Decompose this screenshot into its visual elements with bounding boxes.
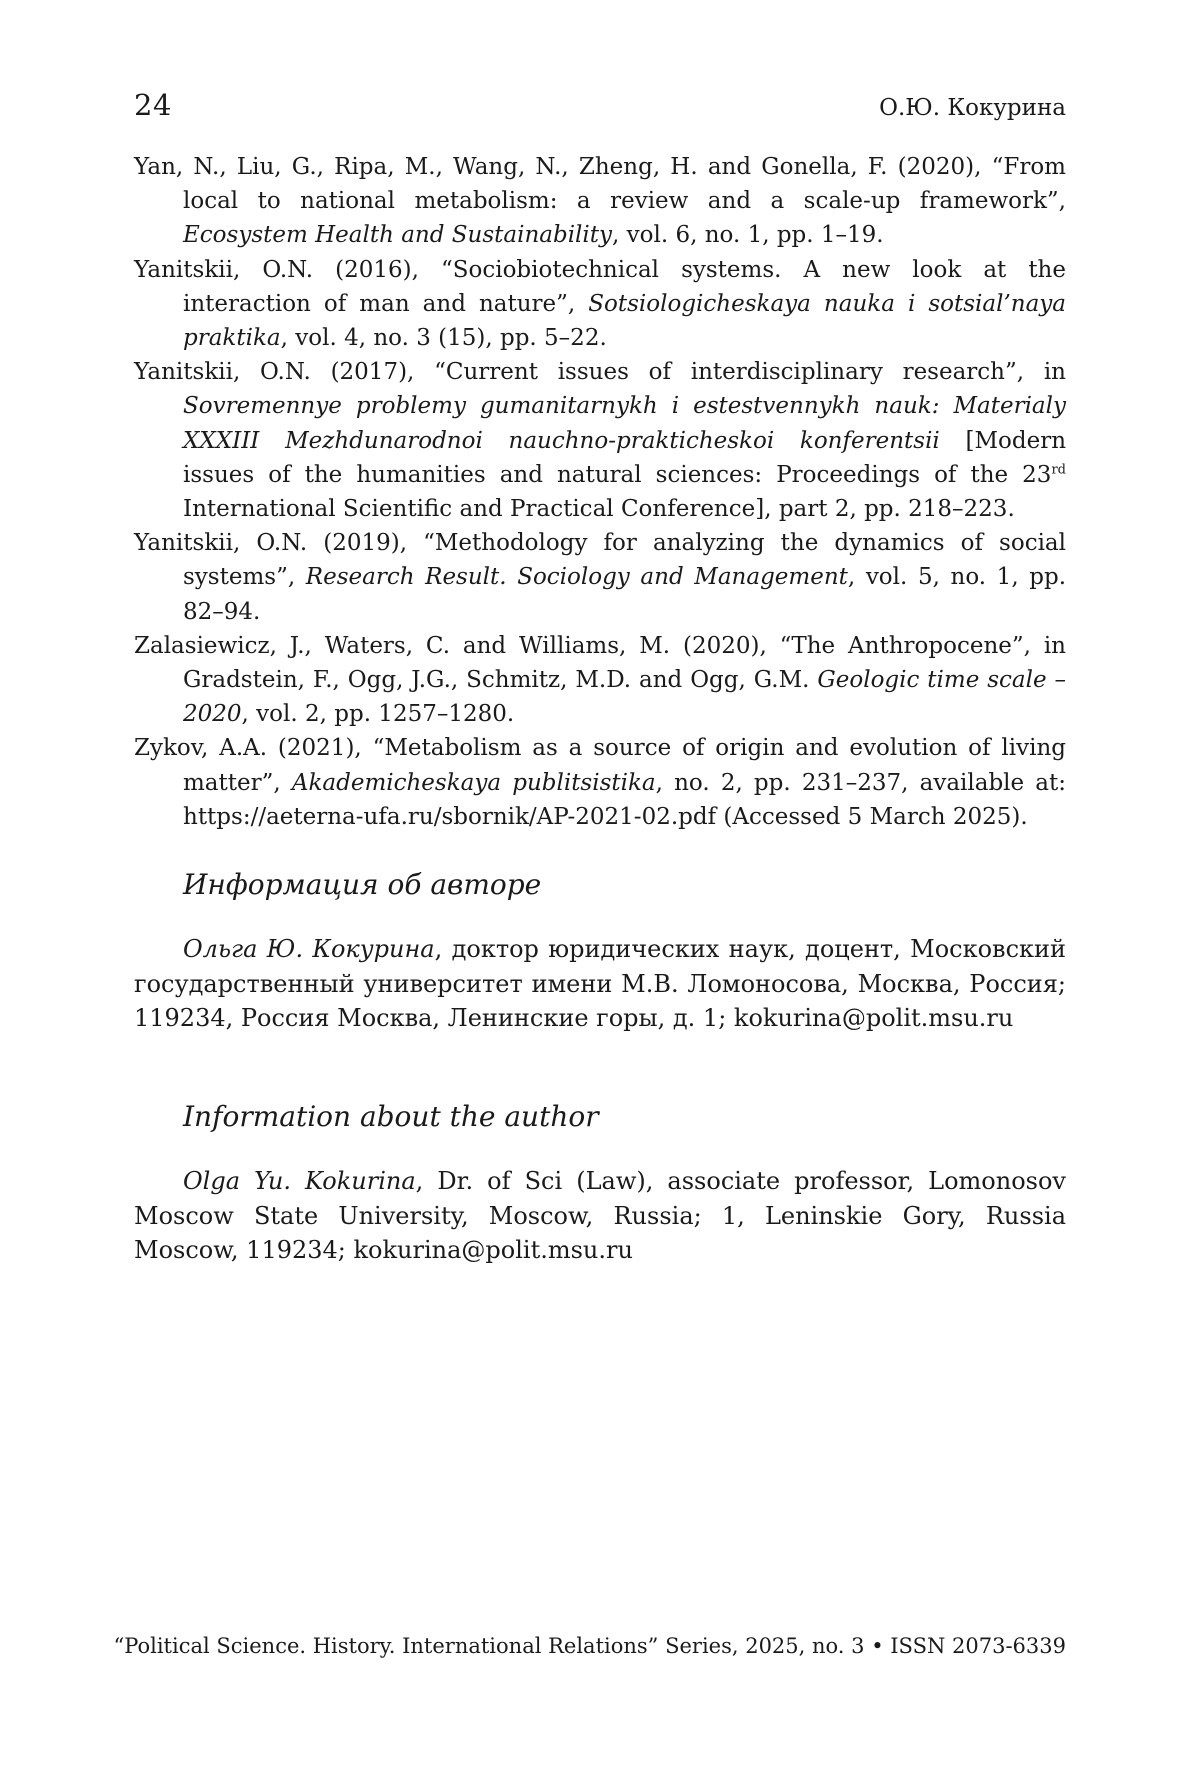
reference-details: , vol. 6, no. 1, pp. 1–19.	[612, 222, 884, 248]
reference-item	[134, 253, 1066, 356]
reference-source: Research Result. Sociology and Management	[306, 564, 848, 590]
author-name-ru: Ольга Ю. Кокурина	[183, 935, 435, 963]
reference-item	[134, 731, 1066, 834]
reference-details: [Modern issues of the humanities and natural sciences: Proceedings of the 23	[183, 428, 1066, 488]
journal-page	[0, 0, 1200, 1780]
reference-source: Ecosystem Health and Sustainability	[183, 222, 612, 248]
author-info-heading-en: Information about the author	[183, 1100, 1063, 1133]
reference-source: Geologic time scale – 2020	[183, 667, 1066, 727]
reference-source: Akademicheskaya publitsistika	[292, 770, 656, 796]
author-info-heading-ru: Информация об авторе	[183, 868, 1063, 901]
author-info-en	[134, 1164, 1066, 1268]
reference-text: Zalasiewicz, J., Waters, C. and Williams, M. (2020), “The Anthropocene”, in Grad­stein, F., Ogg, J.G., Schmitz, M.D. and Ogg, G.M.	[134, 633, 1066, 693]
author-details-ru: , доктор юридических наук, доцент, Московский государственный университет имени М.В. Ломоносова, Москва, Россия; 119234, Россия Москва, Ленинские горы, д. 1; kokurina@polit.msu.ru	[134, 935, 1066, 1032]
reference-details: , vol. 4, no. 3 (15), pp. 5–22.	[281, 325, 607, 351]
journal-footer: “Political Science. History. International Relations” Series, 2025, no. 3 • ISSN 2073-6339	[113, 1634, 1066, 1658]
running-head	[134, 88, 1066, 128]
reference-details: , vol. 5, no. 1, pp. 82–94.	[183, 564, 1066, 624]
reference-text: Zykov, A.A. (2021), “Metabolism as a source of origin and evolution of living matter”,	[134, 735, 1066, 795]
reference-text: Yanitskii, O.N. (2017), “Current issues of interdisciplinary research”, in	[134, 359, 1066, 385]
running-author: О.Ю. Кокурина	[879, 95, 1066, 121]
author-info-ru	[134, 932, 1066, 1036]
reference-item	[134, 526, 1066, 629]
ordinal-superscript: rd	[1051, 462, 1066, 477]
page-number: 24	[134, 88, 172, 122]
author-name-en: Olga Yu. Kokurina	[183, 1167, 416, 1195]
reference-text: Yan, N., Liu, G., Ripa, M., Wang, N., Zheng, H. and Gonella, F. (2020), “From local to national metabolism: a review and a scale-up framework”,	[134, 154, 1066, 214]
reference-source: Sotsiologicheskaya nauka i sotsial’naya praktika	[183, 291, 1066, 351]
reference-text: Yanitskii, O.N. (2016), “Sociobiotechnical systems. A new look at the interaction of man and nature”,	[134, 257, 1066, 317]
reference-item	[134, 629, 1066, 732]
reference-details: , vol. 2, pp. 1257–1280.	[242, 701, 515, 727]
reference-text: Yanitskii, O.N. (2019), “Methodology for analyzing the dynamics of social systems”,	[134, 530, 1066, 590]
reference-source: Sovremennye problemy gumanitarnykh i estestvennykh nauk: Materialy XXXIII Mezhdunarodnoi nauchno-prakticheskoi konferentsii	[183, 393, 1066, 453]
reference-item	[134, 150, 1066, 253]
reference-item	[134, 355, 1066, 526]
author-details-en: , Dr. of Sci (Law), associate professor, Lomonosov Mos­cow State University, Moscow, Russia; 1, Leninskie Gory, Russia Moscow, 119234; kokurina@polit.msu.ru	[134, 1167, 1066, 1264]
reference-details: , no. 2, pp. 231–237, available at: https://aeterna-ufa.ru/sbornik/AP-2021-02.pdf (Accessed 5 March 2025).	[183, 770, 1066, 830]
reference-list	[134, 150, 1066, 834]
reference-details: International Scientific and Practical Conference], part 2, pp. 218–223.	[183, 496, 1015, 522]
